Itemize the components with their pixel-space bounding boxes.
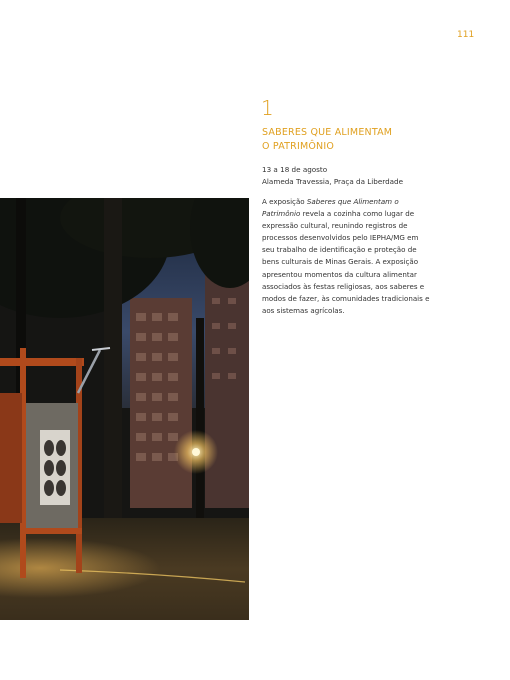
body-rest: revela a cozinha como lugar de expressão cultural, reunindo registros de processos desenvolvidos pelo IEPHA/MG em seu trabalho de identificação e proteção de bens culturais de Minas Gerais. A exposição apresentou momentos da cultura alimentar associados às festas religiosas, aos saberes e modos de fazer, às comunidades tradicionais e aos sistemas agrícolas. <box>262 209 430 315</box>
section-title <box>262 126 462 154</box>
exhibition-night-photo <box>0 198 249 620</box>
section-title-line-1: SABERES QUE ALIMENTAM <box>262 127 393 138</box>
event-location: Alameda Travessia, Praça da Liberdade <box>262 177 404 186</box>
exhibition-title-part-1: Saberes que Alimentam <box>306 197 393 206</box>
section-title-line-2: O PATRIMÔNIO <box>262 141 335 152</box>
exhibition-title-part-2: o Patrimônio <box>262 197 399 219</box>
body-intro: A exposição <box>262 197 307 206</box>
section-number: 1 <box>261 96 274 120</box>
body-paragraph <box>262 196 432 317</box>
event-meta <box>262 164 462 188</box>
event-dates: 13 a 18 de agosto <box>262 165 328 174</box>
page-number: 111 <box>457 30 475 40</box>
